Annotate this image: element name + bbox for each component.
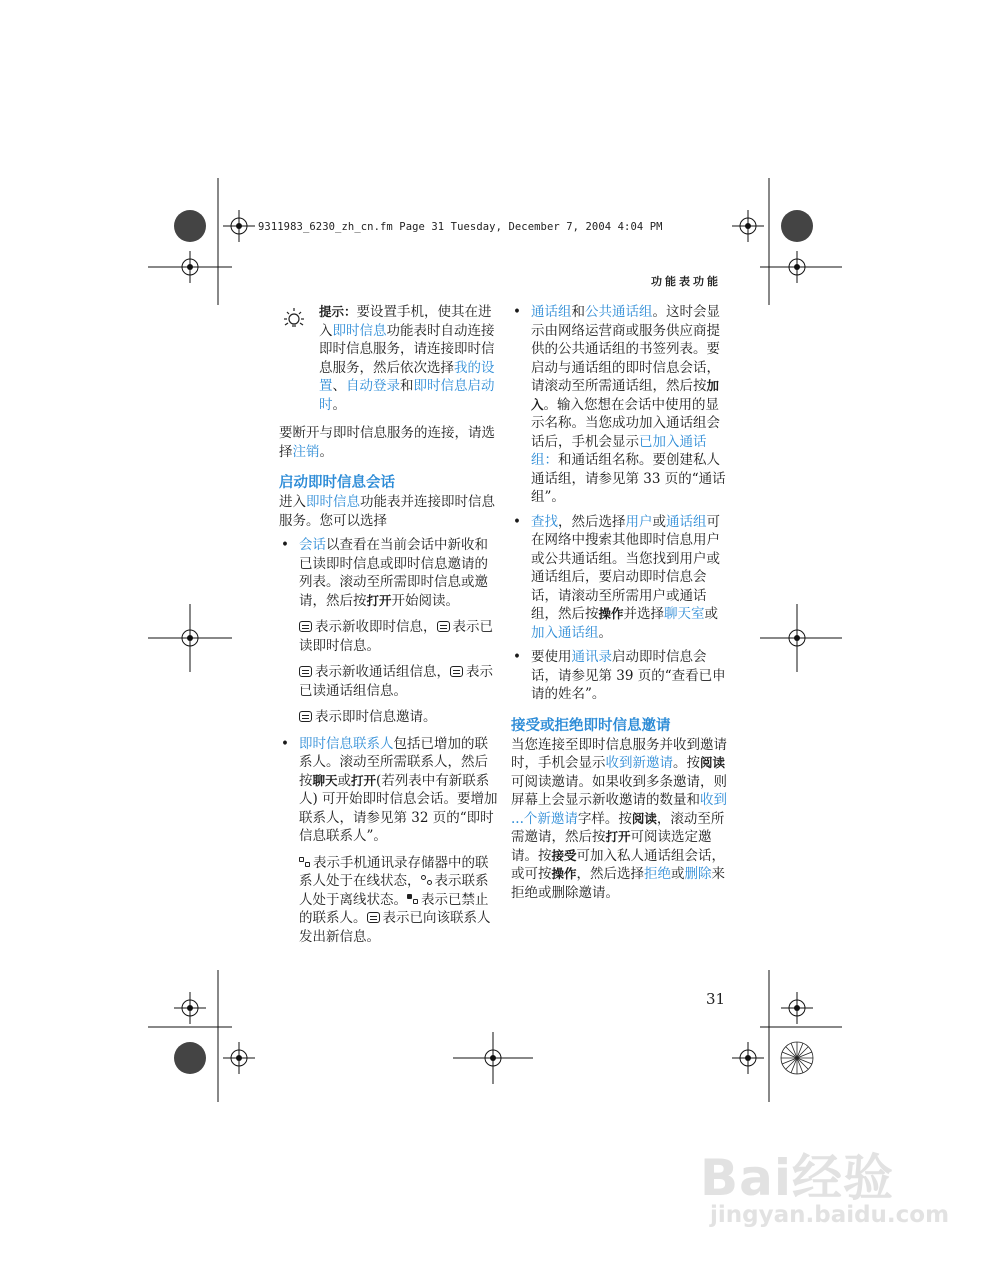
link-contacts[interactable]: 通讯录 <box>571 649 612 665</box>
link-conversations[interactable]: 会话 <box>299 537 326 553</box>
read-message-icon <box>437 621 450 632</box>
heading-accept-reject-invitation: 接受或拒绝即时信息邀请 <box>511 717 671 734</box>
link-search[interactable]: 查找 <box>531 513 558 530</box>
tip-label: 提示： <box>319 304 357 319</box>
bullet: • <box>513 513 521 530</box>
contact-new-message-icon <box>367 912 380 923</box>
page-number: 31 <box>706 990 726 1008</box>
contact-blocked-icon <box>407 894 419 905</box>
link-joined-group[interactable]: 已加入通话组： <box>531 433 707 468</box>
icon-legend-contacts: 表示手机通讯录存储器中的联系人处于在线状态， 表示联系人处于离线状态。 表示已禁止的联系人。 表示已向该联系人发出新信息。 <box>299 854 491 945</box>
left-column <box>279 303 501 946</box>
bold-options: 操作 <box>598 606 624 621</box>
intro-paragraph: 进入即时信息功能表并连接即时信息服务。您可以选择 <box>279 494 495 529</box>
section-header: 功能表功能 <box>651 275 721 288</box>
invitation-paragraph: 当您连接至即时信息服务并收到邀请时，手机会显示收到新邀请。按阅读可阅读邀请。如果收到多条邀请，则屏幕上会显示新收邀请的数量和收到 ...个新邀请字样。按阅读，滚动至所需邀请，然后按打开可阅读选定邀请。按接受可加入私人通话组会话，或可按操作，然后选择拒绝或删除来拒绝或删除邀请。 <box>511 736 727 901</box>
list-item-contacts: • 要使用通讯录启动即时信息会话，请参见第 39 页的“查看已申请的姓名”。 <box>513 649 726 702</box>
bold-open: 打开 <box>366 592 392 608</box>
bullet: • <box>513 649 521 665</box>
link-logout[interactable]: 注销 <box>292 443 320 460</box>
right-column <box>511 303 729 902</box>
list-item-groups: • 通话组和公共通话组。这时会显示由网络运营商或服务供应商提供的公共通话组的书签列表。要启动与通话组的即时信息会话，请滚动至所需通话组，然后按加入。输入您想在会话中使用的显示名称。当您成功加入通话组会话后，手机会显示已加入通话组：和通话组名称。要创建私人通话组，请参见第 33 页的“通话组”。 <box>513 304 726 505</box>
tip-lightbulb-icon <box>279 305 309 335</box>
watermark-url: jingyan.baidu.com <box>710 1202 950 1228</box>
link-chat-room[interactable]: 聊天室 <box>664 606 705 622</box>
new-message-icon <box>299 621 312 632</box>
link-public-groups[interactable]: 公共通话组 <box>585 304 653 320</box>
icon-legend-messages: 表示新收即时信息， 表示已读即时信息。 <box>299 619 493 654</box>
read-group-message-icon <box>450 666 463 677</box>
link-reject[interactable]: 拒绝 <box>644 866 672 882</box>
link-users[interactable]: 用户 <box>625 513 653 530</box>
bold-join: 加入 <box>531 378 720 412</box>
link-groups[interactable]: 通话组 <box>531 304 572 320</box>
link-delete[interactable]: 删除 <box>684 866 712 882</box>
bold-open: 打开 <box>351 772 377 788</box>
link-my-settings[interactable]: 我的设置 <box>319 359 495 394</box>
contact-online-icon <box>299 857 311 868</box>
link-im-contacts[interactable]: 即时信息联系人 <box>299 735 394 752</box>
watermark-brand: Bai经验 <box>700 1149 894 1207</box>
bold-open: 打开 <box>605 829 631 844</box>
baidu-jingyan-watermark <box>700 1130 950 1240</box>
link-instant-messaging-menu[interactable]: 即时信息 <box>306 494 360 510</box>
print-header-file-info: 9311983_6230_zh_cn.fm Page 31 Tuesday, December 7, 2004 4:04 PM <box>258 221 663 233</box>
bold-options: 操作 <box>551 866 577 881</box>
link-auto-login[interactable]: 自动登录 <box>346 378 400 394</box>
bullet: • <box>281 735 289 752</box>
im-invitation-icon <box>299 711 312 722</box>
contact-offline-icon <box>421 875 433 886</box>
bold-chat: 聊天 <box>312 772 338 788</box>
tip-paragraph: 提示：要设置手机，使其在进入即时信息功能表时自动连接即时信息服务，请连接即时信息服务，然后依次选择我的设置、自动登录和即时信息启动时。 <box>319 304 495 413</box>
list-item-search: • 查找，然后选择用户或通话组可在网络中搜索其他即时信息用户或公共通话组。当您找到用户或通话组后，要启动即时信息会话，请滚动至所需用户或通话组，然后按操作并选择聊天室或加入通话组。 <box>513 513 720 641</box>
link-groups-search[interactable]: 通话组 <box>666 513 707 530</box>
icon-legend-invitation: 表示即时信息邀请。 <box>279 708 501 727</box>
list-item-conversations: • 会话以查看在当前会话中新收和已读即时信息或即时信息邀请的列表。滚动至所需即时信息或邀请，然后按打开开始阅读。 <box>281 537 488 609</box>
new-group-message-icon <box>299 666 312 677</box>
disconnect-paragraph: 要断开与即时信息服务的连接，请选择注销。 <box>279 425 495 460</box>
icon-legend-group-messages: 表示新收通话组信息， 表示已读通话组信息。 <box>299 664 493 699</box>
link-on-im-start[interactable]: 即时信息启动时 <box>319 378 495 413</box>
link-join-group[interactable]: 加入通话组 <box>531 624 599 641</box>
list-item-im-contacts: • 即时信息联系人包括已增加的联系人。滚动至所需联系人，然后按聊天或打开(若列表中有新联系人) 可开始即时信息会话。要增加联系人，请参见第 32 页的“即时信息联系人”。 <box>281 735 498 844</box>
link-n-new-invitations[interactable]: 收到 ...个新邀请 <box>511 792 727 827</box>
bullet: • <box>513 304 521 320</box>
bullet: • <box>281 537 289 553</box>
bold-accept: 接受 <box>551 847 577 863</box>
heading-start-im-session: 启动即时信息会话 <box>279 475 395 491</box>
link-instant-messaging[interactable]: 即时信息 <box>332 322 387 339</box>
bold-read: 阅读 <box>700 755 726 770</box>
link-new-invitation[interactable]: 收到新邀请 <box>605 755 673 771</box>
bold-read: 阅读 <box>631 810 657 826</box>
